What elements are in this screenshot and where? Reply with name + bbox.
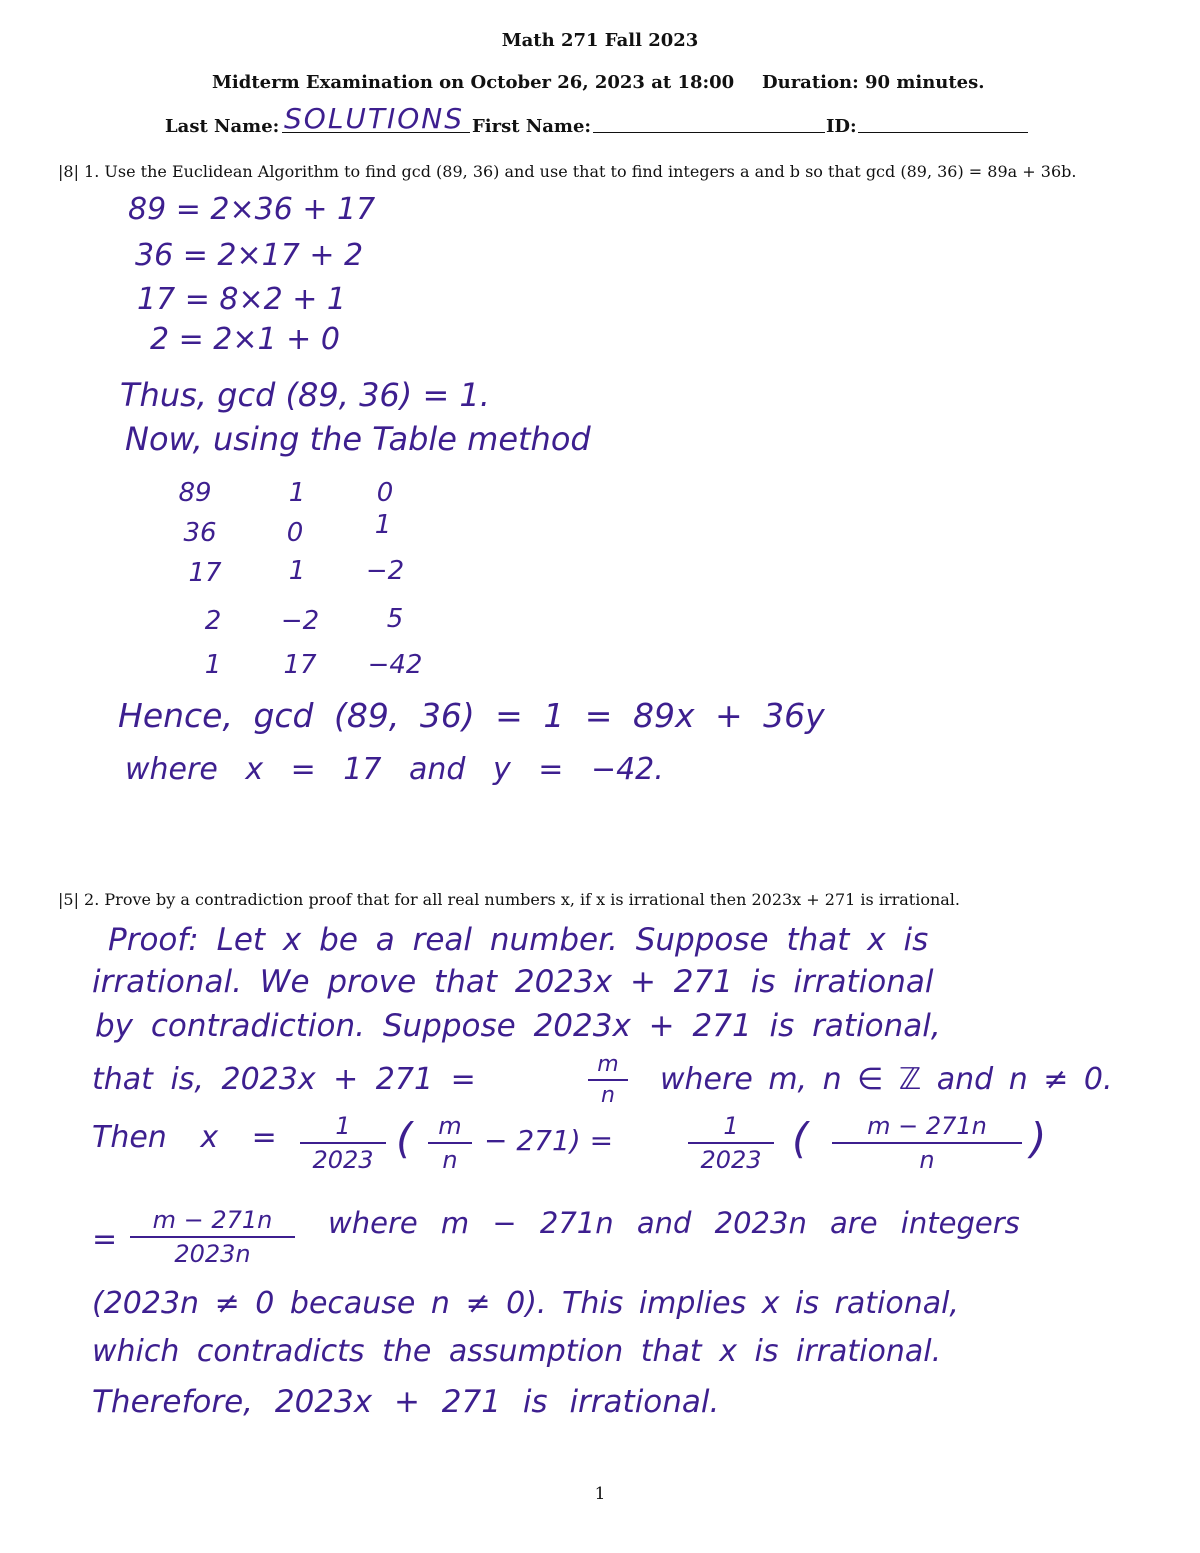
table-cell: −2 bbox=[365, 556, 405, 586]
fraction-numerator: 1 bbox=[723, 1112, 739, 1140]
proof-line-7: (2023n ≠ 0 because n ≠ 0). This implies x is rational, bbox=[92, 1286, 959, 1321]
fraction-denominator: n bbox=[919, 1146, 935, 1174]
proof-line-1: Proof: Let x be a real number. Suppose that x is bbox=[108, 922, 929, 958]
table-cell: 1 bbox=[374, 510, 392, 540]
then-label: Then x = bbox=[92, 1120, 277, 1155]
open-paren-2: ( bbox=[792, 1114, 809, 1163]
last-name-value: SOLUTIONS bbox=[284, 102, 465, 135]
euclid-step-1: 89 = 2×36 + 17 bbox=[128, 192, 376, 227]
minus-271-equals: − 271) = bbox=[484, 1124, 614, 1157]
table-cell: 1 bbox=[204, 650, 222, 680]
fraction-denominator: 2023 bbox=[700, 1146, 762, 1174]
table-cell: 0 bbox=[376, 478, 394, 508]
fraction-m-over-n-2 bbox=[428, 1112, 472, 1174]
table-cell: 5 bbox=[386, 604, 404, 634]
fraction-numerator: m bbox=[438, 1112, 462, 1140]
table-cell: 0 bbox=[286, 518, 304, 548]
fraction-numerator: m bbox=[597, 1052, 619, 1077]
exam-subtitle: Midterm Examination on October 26, 2023 at 18:00 bbox=[212, 72, 735, 93]
proof-line-3: by contradiction. Suppose 2023x + 271 is rational, bbox=[95, 1008, 941, 1044]
table-cell: −2 bbox=[280, 606, 320, 636]
fraction-numerator: m − 271n bbox=[152, 1206, 273, 1234]
table-cell: 2 bbox=[204, 606, 222, 636]
last-name-line bbox=[282, 132, 470, 133]
table-cell: −42 bbox=[367, 650, 423, 680]
exam-title: Math 271 Fall 2023 bbox=[501, 30, 699, 51]
open-paren: ( bbox=[396, 1114, 413, 1163]
table-cell: 1 bbox=[288, 478, 306, 508]
first-name-label: First Name: bbox=[472, 116, 592, 137]
id-label: ID: bbox=[826, 116, 857, 137]
proof-line-8: which contradicts the assumption that x is irrational. bbox=[92, 1334, 942, 1369]
page-number: 1 bbox=[594, 1484, 606, 1504]
fraction-1-over-2023 bbox=[300, 1112, 386, 1174]
fraction-m-over-n bbox=[588, 1052, 628, 1108]
equals-sign: = bbox=[92, 1222, 118, 1257]
id-line bbox=[858, 132, 1028, 133]
question-1-text: |8| 1. Use the Euclidean Algorithm to find gcd (89, 36) and use that to find integers a and b so that gcd (89, 36) = 89a + 36b. bbox=[58, 162, 1077, 181]
fraction-numerator: 1 bbox=[335, 1112, 351, 1140]
table-cell: 89 bbox=[178, 478, 212, 508]
close-paren: ) bbox=[1030, 1114, 1047, 1163]
exam-duration: Duration: 90 minutes. bbox=[762, 72, 985, 93]
fraction-denominator: n bbox=[442, 1146, 458, 1174]
table-method-intro: Now, using the Table method bbox=[125, 420, 591, 458]
fraction-m-271n-over-n bbox=[832, 1112, 1022, 1174]
table-cell: 17 bbox=[188, 558, 222, 588]
proof-line-4-start: that is, 2023x + 271 = bbox=[92, 1062, 476, 1097]
table-cell: 1 bbox=[288, 556, 306, 586]
gcd-result: Thus, gcd (89, 36) = 1. bbox=[120, 376, 490, 414]
where-integers-line: where m − 271n and 2023n are integers bbox=[328, 1206, 1020, 1240]
euclid-step-4: 2 = 2×1 + 0 bbox=[150, 322, 340, 357]
proof-line-4-end: where m, n ∈ ℤ and n ≠ 0. bbox=[660, 1062, 1113, 1097]
first-name-line bbox=[593, 132, 825, 133]
last-name-label: Last Name: bbox=[165, 116, 280, 137]
fraction-numerator: m − 271n bbox=[867, 1112, 987, 1140]
proof-line-9: Therefore, 2023x + 271 is irrational. bbox=[92, 1384, 720, 1420]
fraction-denominator: 2023 bbox=[312, 1146, 374, 1174]
proof-line-2: irrational. We prove that 2023x + 271 is irrational bbox=[92, 964, 934, 1000]
fraction-m-271n-over-2023n bbox=[130, 1206, 295, 1268]
table-cell: 36 bbox=[183, 518, 217, 548]
fraction-denominator: 2023n bbox=[174, 1240, 251, 1268]
euclid-step-2: 36 = 2×17 + 2 bbox=[135, 238, 364, 273]
question-2-text: |5| 2. Prove by a contradiction proof that for all real numbers x, if x is irrational then 2023x + 271 is irrational. bbox=[58, 890, 960, 909]
fraction-denominator: n bbox=[601, 1083, 615, 1108]
hence-line: Hence, gcd (89, 36) = 1 = 89x + 36y bbox=[118, 696, 825, 735]
table-cell: 17 bbox=[283, 650, 317, 680]
where-line: where x = 17 and y = −42. bbox=[125, 752, 664, 787]
euclid-step-3: 17 = 8×2 + 1 bbox=[137, 282, 346, 317]
fraction-1-over-2023-2 bbox=[688, 1112, 774, 1174]
